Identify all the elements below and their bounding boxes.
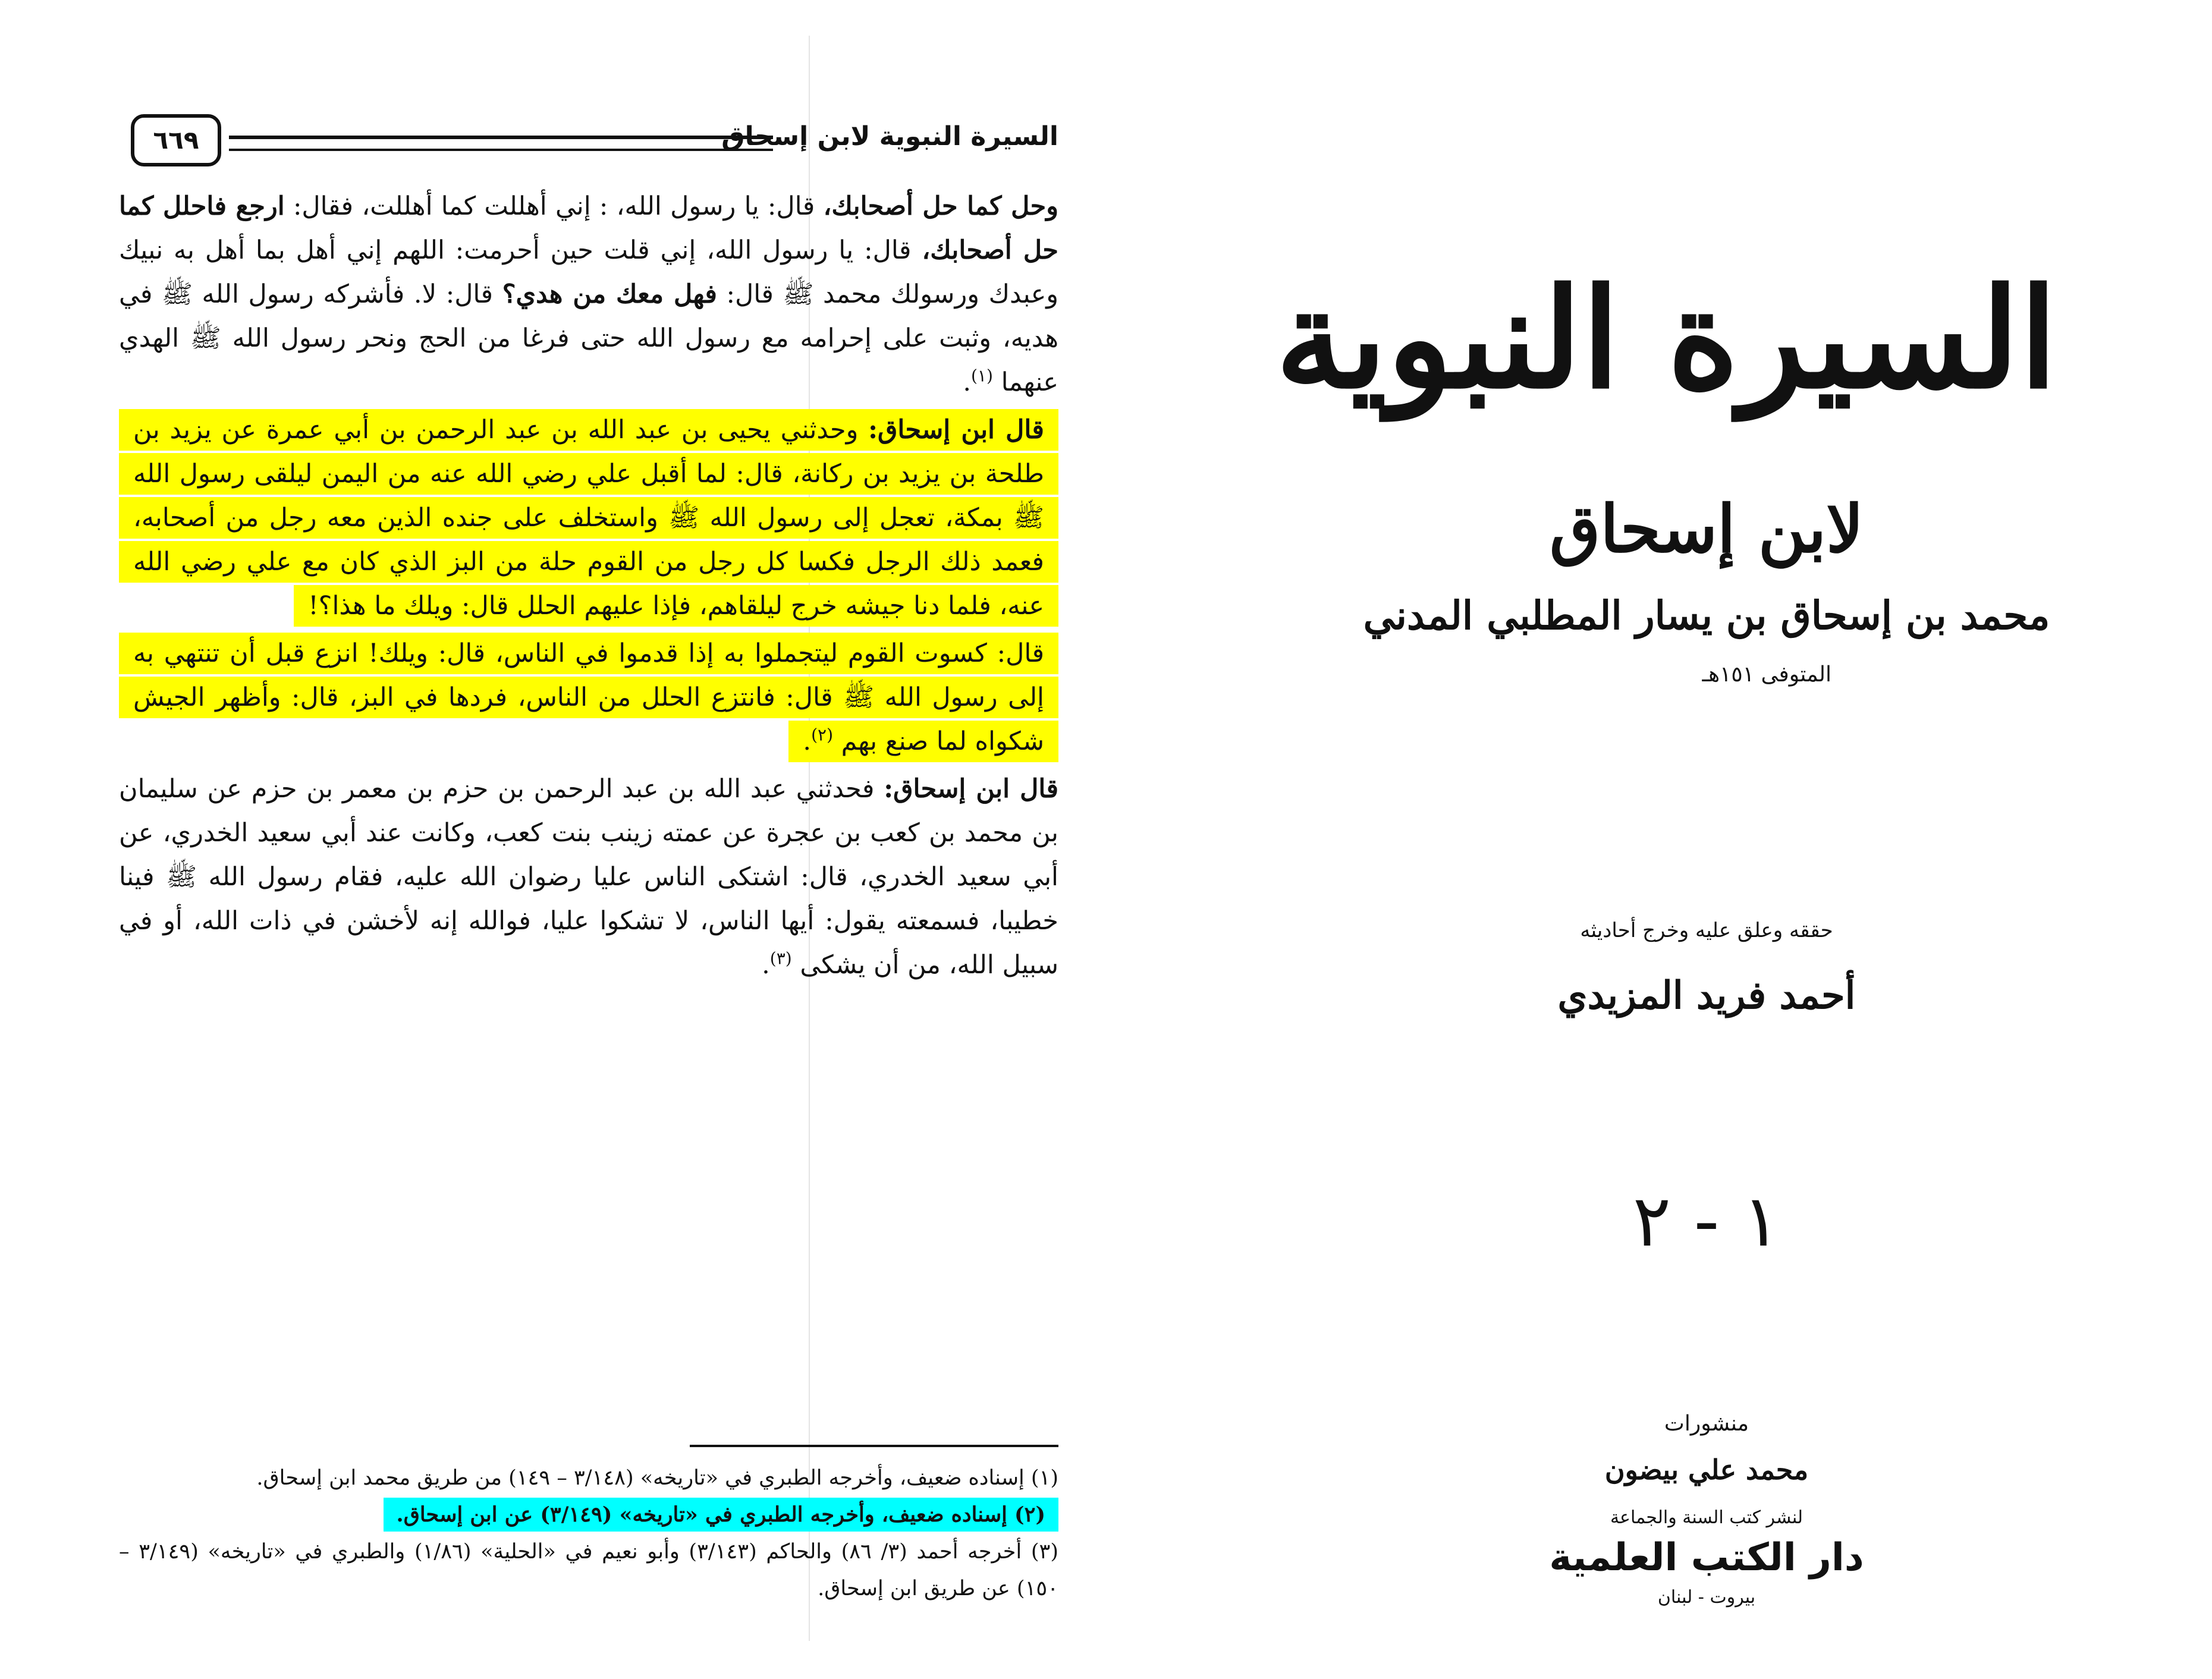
page-number: ٦٦٩ <box>131 114 221 166</box>
text-page <box>119 107 1058 1629</box>
header-rule <box>229 136 773 151</box>
footnote <box>119 1460 1058 1496</box>
body-text <box>119 184 1058 987</box>
author-short-name: لابن إسحاق <box>1550 491 1864 567</box>
running-title: السيرة النبوية لابن إسحاق <box>721 121 1058 152</box>
book-title: السيرة النبوية <box>1275 259 2057 419</box>
volume-numbers: ١ - ٢ <box>1632 1180 1781 1263</box>
author-death-date: المتوفى ١٥١هـ <box>1702 662 1831 687</box>
body-paragraph <box>119 184 1058 404</box>
footnote-marker: (٢) <box>811 725 834 745</box>
footnote-rule <box>690 1445 1058 1447</box>
publisher-label: منشورات <box>1664 1411 1749 1436</box>
body-paragraph <box>119 767 1058 987</box>
publisher-city: بيروت - لبنان <box>1657 1587 1756 1608</box>
footnote-marker: (٣) <box>769 948 792 969</box>
text-run: وحدثني يحيى بن عبد الله بن عبد الرحمن بن أبي عمرة عن يزيد بن طلحة بن يزيد بن ركانة، قال: لما أقبل علي رضي الله عنه من اليمن ليلقى رسول الله ﷺ بمكة، تعجل إلى رسول الله ﷺ واستخلف على جنده الذين معه رجل من أصحابه، فعمد ذلك الرجل فكسا كل رجل من القوم حلة من البز الذي كان مع علي رضي الله عنه، فلما دنا جيشه خرج ليلقاهم، فإذا عليهم الحلل قال: ويلك ما هذا؟! <box>133 415 1044 621</box>
author-full-name: محمد بن إسحاق بن يسار المطلبي المدني <box>1363 592 2050 639</box>
footnote-text: (٢) إسناده ضعيف، وأخرجه الطبري في «تاريخه» (٣/١٤٩) عن ابن إسحاق. <box>384 1498 1058 1532</box>
body-paragraph <box>119 408 1058 628</box>
running-header <box>119 107 1058 178</box>
text-run: . <box>803 727 812 756</box>
bold-phrase: قال ابن إسحاق: <box>884 774 1058 804</box>
text-run: . <box>762 950 770 980</box>
text-run: قال: كسوت القوم ليتجملوا به إذا قدموا في الناس، قال: ويلك! انزع قبل أن تنتهي به إلى رسول الله ﷺ قال: فانتزع الحلل من الناس، فردها في البز، قال: وأظهر الجيش شكواه لما صنع بهم <box>133 639 1044 756</box>
footnote <box>119 1496 1058 1533</box>
text-run: فحدثني عبد الله بن عبد الرحمن بن حزم بن معمر بن حزم عن سليمان بن محمد بن كعب بن عجرة عن عمته زينب بنت كعب، وكانت عند أبي سعيد الخدري، عن أبي سعيد الخدري، قال: اشتكى الناس عليا رضوان الله عليه، فقام رسول الله ﷺ فينا خطيبا، فسمعته يقول: أيها الناس، لا تشكوا عليا، فوالله إنه لأخشن في ذات الله، أو في سبيل الله، من أن يشكى <box>119 774 1058 980</box>
footnote <box>119 1533 1058 1607</box>
highlighted-passage <box>119 409 1058 627</box>
footnote-marker: (١) <box>970 366 993 386</box>
footnotes <box>119 1460 1058 1607</box>
publisher-tagline: لنشر كتب السنة والجماعة <box>1610 1507 1803 1528</box>
publisher-house: دار الكتب العلمية <box>1549 1536 1864 1580</box>
bold-phrase: ارجع فاحلل كما حل أصحابك، <box>119 191 1058 265</box>
title-page <box>1275 214 2057 1617</box>
footnote-text: (٣) أخرجه أحمد (٣/ ٨٦) والحاكم (٣/١٤٣) وأبو نعيم في «الحلية» (١/٨٦) والطبري في «تاريخه» (٣/١٤٩ – ١٥٠) عن طريق ابن إسحاق. <box>119 1540 1058 1601</box>
text-run: قال: يا رسول الله، : إني أهللت كما أهللت، فقال: <box>284 191 824 221</box>
bold-phrase: قال ابن إسحاق: <box>868 415 1044 445</box>
footnote-text: (١) إسناده ضعيف، وأخرجه الطبري في «تاريخه» (٣/١٤٨ – ١٤٩) من طريق محمد ابن إسحاق. <box>256 1466 1058 1490</box>
text-run: قال: لا. فأشركه رسول الله ﷺ في هديه، وثبت على إحرامه مع رسول الله حتى فرغا من الحج ونحر رسول الله ﷺ الهدي عنهما <box>119 279 1058 397</box>
publisher-name: محمد علي بيضون <box>1604 1454 1809 1486</box>
text-run: . <box>963 367 971 397</box>
editor-credit: حققه وعلق عليه وخرج أحاديثه <box>1580 919 1833 942</box>
editor-name: أحمد فريد المزيدي <box>1557 973 1856 1018</box>
bold-phrase: وحل كما حل أصحابك، <box>823 191 1058 221</box>
highlighted-passage <box>119 633 1058 762</box>
text-run: قال: يا رسول الله، إني قلت حين أحرمت: اللهم إني أهل بما أهل به نبيك وعبدك ورسولك محمد ﷺ قال: <box>119 235 1059 309</box>
body-paragraph <box>119 631 1058 763</box>
bold-phrase: فهل معك من هدي؟ <box>502 279 717 309</box>
